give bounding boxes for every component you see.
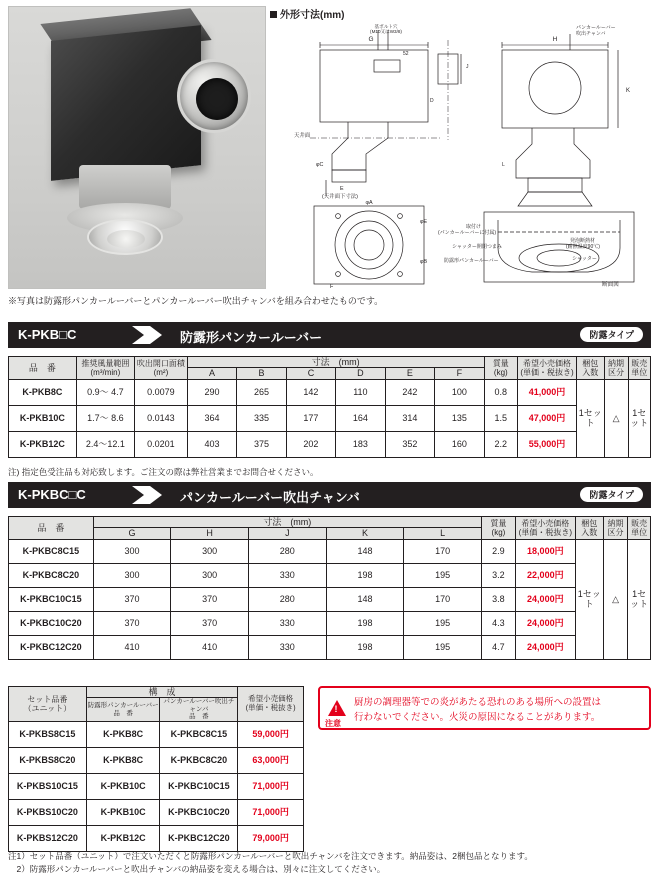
cell-e: 242 [385,379,434,405]
cell-b: 335 [237,405,286,431]
cell-d: 183 [336,431,385,457]
svg-text:(パンカールーバーに付属): (パンカールーバーに付属) [438,230,496,236]
svg-text:φB: φB [420,259,428,265]
footnote-2: 2）防露形パンカールーバーと吹出チャンバの納品姿を変える場合は、別々に注文してください。 [8,864,386,874]
cell-j: 330 [249,635,327,659]
cell-c: 142 [286,379,335,405]
svg-text:(耐熱温度90℃): (耐熱温度90℃) [566,244,600,250]
cell-louver: K-PKB8C [86,721,160,747]
th-model: 品 番 [9,517,94,540]
svg-text:F: F [330,284,334,288]
table-row [9,539,651,563]
cell-b: 375 [237,431,286,457]
th-delivery: 納期 区分 [603,517,627,540]
svg-text:防露形パンカールーバー: 防露形パンカールーバー [444,258,499,264]
cell-set-price: 71,000円 [238,773,304,799]
cell-set-code: K-PKBS8C20 [9,747,87,773]
cell-a: 364 [187,405,236,431]
table-row [9,431,651,457]
th-composition: 構 成 [86,687,237,698]
photo-louver [87,219,163,255]
set-table-row [9,799,304,825]
cell-c: 177 [286,405,335,431]
th-dim-k: K [326,528,404,539]
cell-set-price: 79,000円 [238,825,304,851]
cell-f: 135 [435,405,484,431]
cell-unit: 1セット [628,539,651,659]
table-row [9,635,651,659]
table-header-row [9,517,651,528]
svg-text:(M10又はW3/8): (M10又はW3/8) [370,29,402,34]
cell-weight: 0.8 [484,379,517,405]
cell-weight: 3.8 [481,587,515,611]
set-table-row [9,721,304,747]
cell-g: 300 [93,539,171,563]
svg-text:G: G [368,36,374,43]
table-row [9,379,651,405]
th-chamber: パンカールーバー吹出チャンバ 品 番 [160,698,238,721]
photo-note: ※写真は防露形パンカールーバーとパンカールーバー吹出チャンバを組み合わせたものです。 [8,296,384,306]
spec-table-pkbc [8,516,651,660]
cell-k: 148 [326,587,404,611]
svg-text:パンカールーバー: パンカールーバー [576,25,616,31]
dimension-drawing [270,6,652,289]
svg-text:E: E [340,186,344,192]
cell-set-price: 63,000円 [238,747,304,773]
set-table [8,686,304,852]
cell-weight: 4.7 [481,635,515,659]
svg-text:発泡断熱材: 発泡断熱材 [570,238,596,244]
svg-text:φA: φA [365,200,373,206]
svg-text:D: D [430,98,434,104]
cell-set-code: K-PKBS8C15 [9,721,87,747]
cell-set-code: K-PKBS12C20 [9,825,87,851]
cell-unit: 1セット [628,379,650,457]
product-overview-block [0,0,659,306]
set-table-row [9,747,304,773]
cell-price: 22,000円 [515,563,575,587]
svg-text:52: 52 [403,51,409,57]
cell-g: 300 [93,563,171,587]
cell-model: K-PKBC8C20 [9,563,94,587]
cell-j: 330 [249,563,327,587]
caution-line1: 厨房の調理器等での炎があたる恐れのある場所への設置は [354,697,602,708]
caution-box [318,686,651,730]
footnote-1: 注1）セット品番（ユニット）で注文いただくと防露形パンカールーバーと吹出チャンバを注文できます。納品姿は、2梱包品となります。 [8,851,533,861]
th-unit: 販売 単位 [628,357,650,380]
arrow-icon [132,482,172,508]
caution-label: 注意 [325,719,341,728]
cell-chamber: K-PKBC10C15 [160,773,238,799]
svg-text:φC: φC [316,162,324,168]
set-table-row [9,825,304,851]
section1-code: K-PKB□C [18,327,77,342]
svg-text:H: H [552,36,558,43]
table-row [9,611,651,635]
th-louver: 防露形パンカールーバー 品 番 [86,698,160,721]
warning-triangle-icon [328,700,346,716]
cell-b: 265 [237,379,286,405]
bullet-square-icon [270,11,277,18]
cell-k: 198 [326,635,404,659]
cell-price: 47,000円 [518,405,577,431]
th-pack: 梱包 入数 [575,517,603,540]
cell-g: 370 [93,611,171,635]
cell-price: 24,000円 [515,635,575,659]
cell-e: 352 [385,431,434,457]
th-dims: 寸法 (mm) [187,357,484,368]
th-unit: 販売 単位 [628,517,651,540]
section2-tag: 防露タイプ [580,487,643,502]
cell-model: K-PKB8C [9,379,77,405]
cell-d: 110 [336,379,385,405]
th-dim-a: A [187,368,236,379]
cell-model: K-PKBC12C20 [9,635,94,659]
svg-text:吹出チャンバ: 吹出チャンバ [576,31,606,37]
th-price: 希望小売価格 (単価・税抜き) [518,357,577,380]
cell-j: 280 [249,539,327,563]
cell-j: 280 [249,587,327,611]
cell-k: 148 [326,539,404,563]
cell-chamber: K-PKBC8C15 [160,721,238,747]
cell-louver: K-PKB12C [86,825,160,851]
th-dims: 寸法 (mm) [93,517,481,528]
caution-line2: 行わないでください。火災の原因になることがあります。 [354,711,601,723]
section2-name: パンカールーバー吹出チャンバ [180,490,360,505]
caution-text [354,696,646,725]
cell-airflow: 1.7〜 8.6 [76,405,134,431]
cell-pack: 1セット [576,379,604,457]
cell-h: 370 [171,587,249,611]
cell-e: 314 [385,405,434,431]
table-row [9,405,651,431]
cell-weight: 4.3 [481,611,515,635]
cell-weight: 3.2 [481,563,515,587]
svg-text:天井面: 天井面 [294,133,311,139]
th-price: 希望小売価格 (単価・税抜き) [515,517,575,540]
th-delivery: 納期 区分 [604,357,628,380]
svg-text:φE: φE [420,219,428,225]
cell-set-price: 71,000円 [238,799,304,825]
th-dim-f: F [435,368,484,379]
cell-set-code: K-PKBS10C15 [9,773,87,799]
photo-duct-ring [177,59,251,133]
section1-name: 防露形パンカールーバー [180,330,323,345]
cell-l: 195 [404,635,482,659]
th-set-price: 希望小売価格 (単価・税抜き) [238,687,304,722]
cell-louver: K-PKB8C [86,747,160,773]
cell-chamber: K-PKBC10C20 [160,799,238,825]
set-table-header-row [9,687,304,698]
cell-l: 195 [404,611,482,635]
th-dim-g: G [93,528,171,539]
cell-delivery: △ [603,539,627,659]
svg-text:断面図: 断面図 [602,282,619,288]
th-dim-j: J [249,528,327,539]
th-opening: 吹出開口面積 (m²) [135,357,188,380]
cell-weight: 1.5 [484,405,517,431]
cell-h: 300 [171,539,249,563]
cell-f: 100 [435,379,484,405]
section2-code: K-PKBC□C [18,487,86,502]
th-weight: 質量 (kg) [484,357,517,380]
cell-chamber: K-PKBC12C20 [160,825,238,851]
cell-delivery: △ [604,379,628,457]
cell-model: K-PKBC10C15 [9,587,94,611]
svg-text:L: L [502,162,505,168]
cell-k: 198 [326,611,404,635]
th-dim-e: E [385,368,434,379]
th-dim-b: B [237,368,286,379]
cell-airflow: 0.9〜 4.7 [76,379,134,405]
svg-text:取付け: 取付け [466,224,482,230]
svg-text:基ボルト穴: 基ボルト穴 [374,24,398,29]
section1-tag: 防露タイプ [580,327,643,342]
cell-model: K-PKBC10C20 [9,611,94,635]
cell-pack: 1セット [575,539,603,659]
cell-model: K-PKBC8C15 [9,539,94,563]
svg-text:K: K [626,88,631,94]
cell-price: 24,000円 [515,611,575,635]
cell-set-code: K-PKBS10C20 [9,799,87,825]
cell-c: 202 [286,431,335,457]
th-dim-c: C [286,368,335,379]
section-header-pkb [8,322,651,348]
cell-price: 41,000円 [518,379,577,405]
cell-h: 370 [171,611,249,635]
cell-weight: 2.9 [481,539,515,563]
spec-table-pkb [8,356,651,458]
cell-price: 24,000円 [515,587,575,611]
product-photo [8,6,266,289]
cell-opening: 0.0201 [135,431,188,457]
th-weight: 質量 (kg) [481,517,515,540]
cell-l: 195 [404,563,482,587]
cell-price: 18,000円 [515,539,575,563]
cell-g: 410 [93,635,171,659]
cell-a: 290 [187,379,236,405]
cell-h: 300 [171,563,249,587]
cell-model: K-PKB12C [9,431,77,457]
cell-model: K-PKB10C [9,405,77,431]
th-dim-l: L [404,528,482,539]
cell-f: 160 [435,431,484,457]
drawing-title: 外形寸法(mm) [270,6,344,21]
section1-note: 注) 指定色受注品も対応致します。ご注文の際は弊社営業までお問合せください。 [8,467,319,477]
svg-text:シャッター: シャッター [572,256,597,262]
cell-l: 170 [404,539,482,563]
th-dim-h: H [171,528,249,539]
table-header-row [9,357,651,368]
cell-louver: K-PKB10C [86,799,160,825]
cell-g: 370 [93,587,171,611]
drawing-svg [270,20,652,288]
th-set-code: セット品番 （ユニット） [9,687,87,722]
th-airflow: 推奨風量範囲 (m³/min) [76,357,134,380]
th-dim-d: D [336,368,385,379]
cell-airflow: 2.4〜12.1 [76,431,134,457]
cell-d: 164 [336,405,385,431]
set-table-row [9,773,304,799]
cell-k: 198 [326,563,404,587]
cell-opening: 0.0079 [135,379,188,405]
cell-price: 55,000円 [518,431,577,457]
cell-a: 403 [187,431,236,457]
table-row [9,587,651,611]
cell-j: 330 [249,611,327,635]
section-header-pkbc [8,482,651,508]
cell-opening: 0.0143 [135,405,188,431]
svg-text:シャッター開閉つまみ: シャッター開閉つまみ [452,244,502,250]
svg-text:(天井面下寸法): (天井面下寸法) [322,194,358,200]
cell-chamber: K-PKBC8C20 [160,747,238,773]
cell-set-price: 59,000円 [238,721,304,747]
cell-weight: 2.2 [484,431,517,457]
cell-h: 410 [171,635,249,659]
svg-text:J: J [466,64,469,70]
cell-louver: K-PKB10C [86,773,160,799]
arrow-icon [132,322,172,348]
th-model: 品 番 [9,357,77,380]
cell-l: 170 [404,587,482,611]
table-row [9,563,651,587]
th-pack: 梱包 入数 [576,357,604,380]
